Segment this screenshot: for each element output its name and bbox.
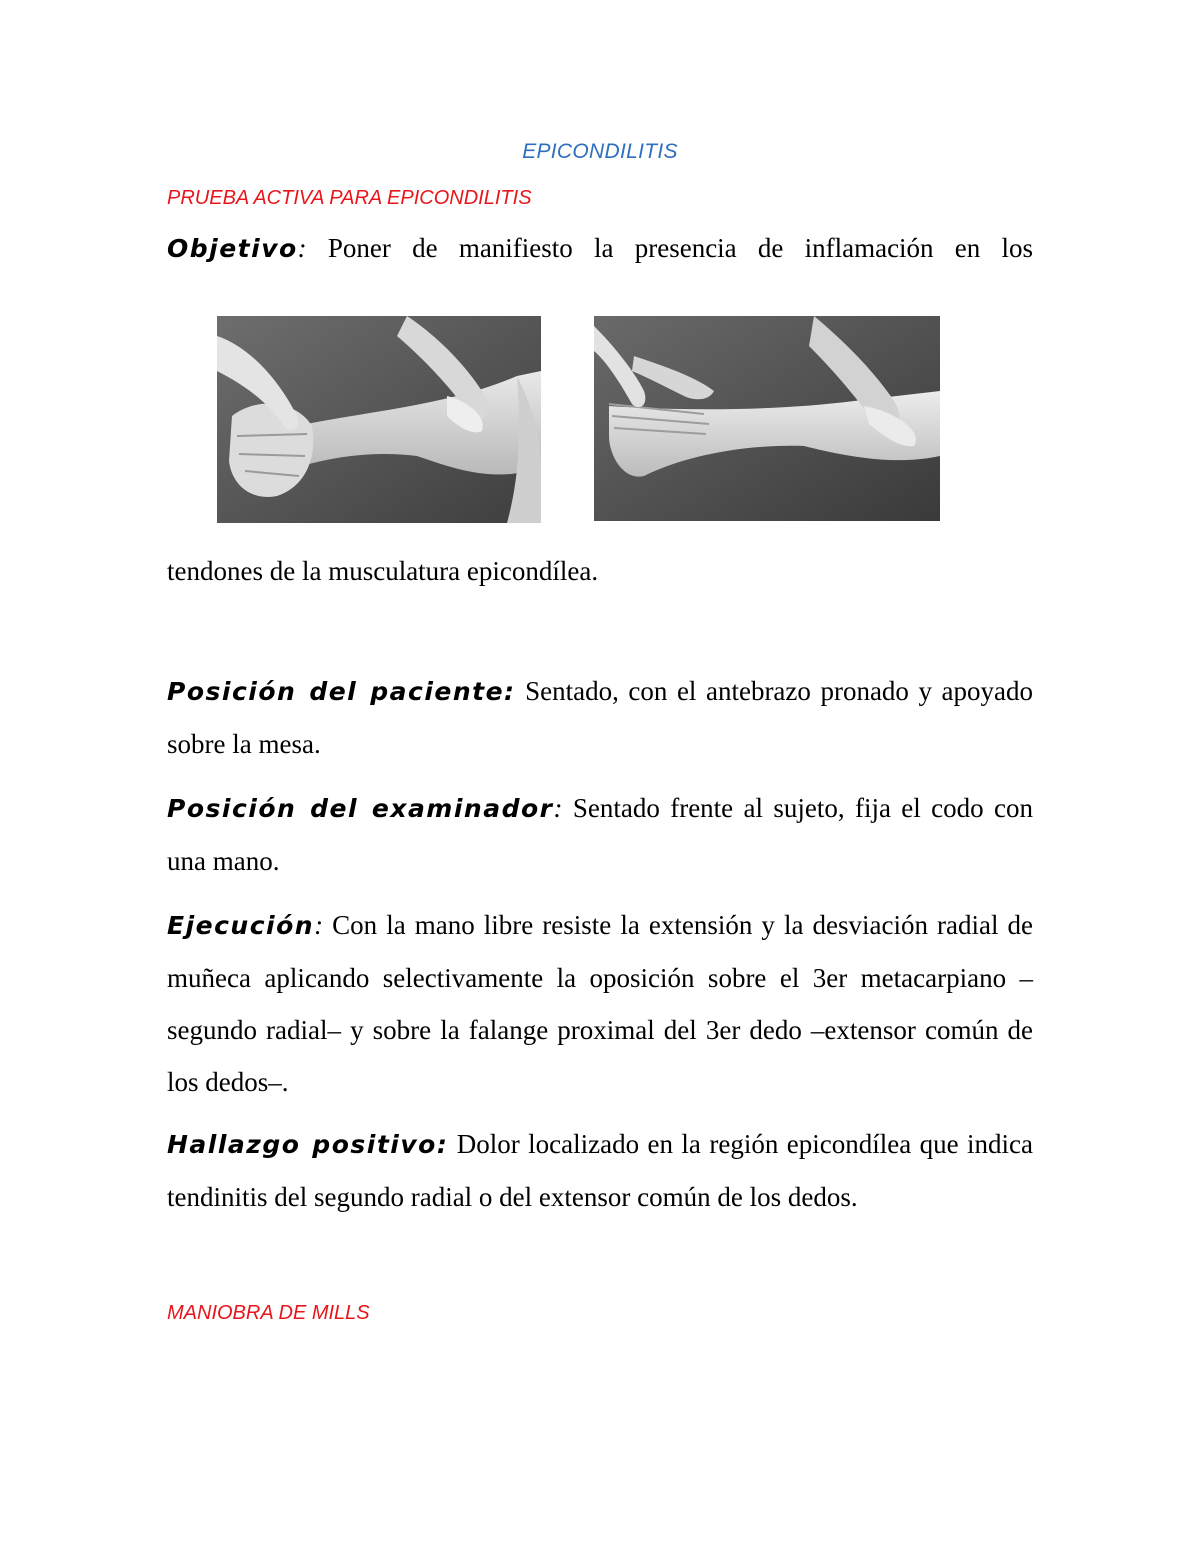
hallazgo-label: Hallazgo positivo: <box>167 1130 449 1159</box>
posicion-examinador-text: Sentado frente al sujeto, fija el codo con una mano. <box>167 793 1033 876</box>
objetivo-text-line1: Poner de manifiesto la presencia de inflamación en los <box>306 233 1033 263</box>
photo-finger-resistance-illustration <box>594 316 940 521</box>
ejecucion-text: Con la mano libre resiste la extensión y la desviación radial de muñeca aplicando selectivamente la oposición sobre el 3er metacarpiano –segundo radial– y sobre la falange proximal del 3er dedo –extensor común de los dedos–. <box>167 910 1033 1097</box>
objetivo-paragraph-line2 <box>167 545 1033 597</box>
hallazgo-text: Dolor localizado en la región epicondílea que indica tendinitis del segundo radial o del extensor común de los dedos. <box>167 1129 1033 1212</box>
section-heading-maniobra-mills: MANIOBRA DE MILLS <box>167 1302 370 1324</box>
posicion-examinador-colon: : <box>553 793 563 823</box>
ejecucion-colon: : <box>314 910 324 940</box>
posicion-paciente-label: Posición del paciente: <box>167 677 516 706</box>
posicion-paciente-paragraph <box>167 665 1033 770</box>
document-title: EPICONDILITIS <box>522 140 678 163</box>
objetivo-colon: : <box>297 233 307 263</box>
posicion-examinador-paragraph <box>167 782 1033 887</box>
objetivo-label: Objetivo <box>167 234 298 263</box>
section-heading-prueba-activa: PRUEBA ACTIVA PARA EPICONDILITIS <box>167 187 532 209</box>
ejecucion-label: Ejecución <box>167 911 315 940</box>
hallazgo-paragraph <box>167 1118 1033 1223</box>
posicion-paciente-text: Sentado, con el antebrazo pronado y apoyado sobre la mesa. <box>167 676 1034 759</box>
photo-fist-resistance-illustration <box>217 316 541 523</box>
photo-finger-resistance <box>594 316 940 521</box>
posicion-examinador-label: Posición del examinador <box>167 794 554 823</box>
photo-fist-resistance <box>217 316 541 523</box>
objetivo-text-line2: tendones de la musculatura epicondílea. <box>167 556 599 586</box>
ejecucion-paragraph <box>167 899 1033 1108</box>
objetivo-paragraph-line1 <box>167 222 1033 275</box>
